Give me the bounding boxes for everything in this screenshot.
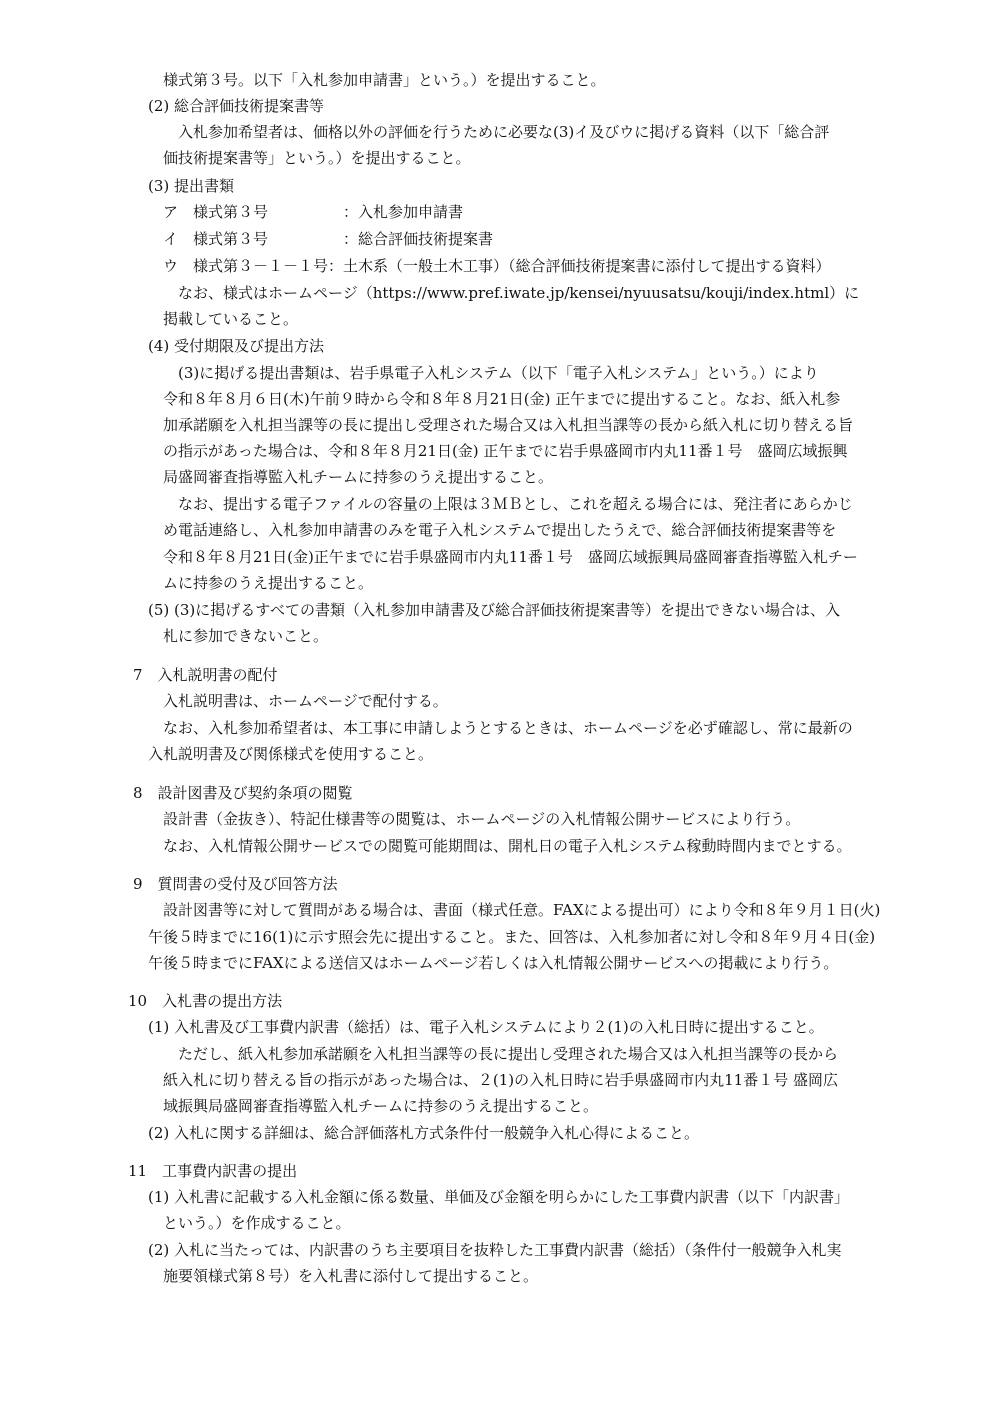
text-line: 午後５時までに16(1)に示す照会先に提出すること。また、回答は、入札参加者に対し令和８年９月４日(金) [148,928,876,946]
list-item: ア 様式第３号 ：入札参加申請書 [163,203,464,221]
text-line: (5) (3)に掲げるすべての書類（入札参加申請書及び総合評価技術提案書等）を提出できない場合は、入 [148,601,840,619]
text-line: 札に参加できないこと。 [163,627,329,645]
section-heading: 10 入札書の提出方法 [128,992,283,1010]
text-line: ただし、紙入札参加承諾願を入札担当課等の長に提出し受理された場合又は入札担当課等の長から [178,1045,839,1063]
text-line: 施要領様式第８号）を入札書に添付して提出すること。 [163,1267,539,1285]
text-line: 入札説明書及び関係様式を使用すること。 [148,745,434,763]
text-line: なお、入札参加希望者は、本工事に申請しようとするときは、ホームページを必ず確認し、常に最新の [163,719,853,737]
text-line: 入札説明書は、ホームページで配付する。 [163,692,448,710]
text-line: 令和８年８月21日(金)正午までに岩手県盛岡市内丸11番１号 盛岡広域振興局盛岡審査指導監入札チー [163,548,858,566]
text-line: なお、提出する電子ファイルの容量の上限は３ＭＢとし、これを超える場合には、発注者にあらかじ [178,495,853,513]
text-line: という。）を作成すること。 [163,1214,351,1232]
list-item: ウ 様式第３－１－１号：土木系（一般土木工事）（総合評価技術提案書に添付して提出する資料） [163,257,831,275]
text-line: なお、様式はホームページ（https://www.pref.iwate.jp/kensei/nyuusatsu/kouji/index.html）に [178,284,860,302]
text-line: (1) 入札書及び工事費内訳書（総括）は、電子入札システムにより２(1)の入札日時に提出すること。 [148,1018,824,1036]
text-line: (1) 入札書に記載する入札金額に係る数量、単価及び金額を明らかにした工事費内訳書（以下「内訳書」 [148,1188,850,1206]
text-line: 加承諾願を入札担当課等の長に提出し受理された場合又は入札担当課等の長から紙入札に切り替える旨 [163,416,854,434]
list-item: イ 様式第３号 ：総合評価技術提案書 [163,230,494,248]
text-line: なお、入札情報公開サービスでの閲覧可能期間は、開札日の電子入札システム稼動時間内までとする。 [163,837,852,855]
subsection-heading: (4) 受付期限及び提出方法 [148,337,325,355]
section-heading: 11 工事費内訳書の提出 [128,1162,298,1180]
text-line: (3)に掲げる提出書類は、岩手県電子入札システム（以下「電子入札システム」という。）により [178,364,819,382]
text-line: (2) 入札に関する詳細は、総合評価落札方式条件付一般競争入札心得によること。 [148,1124,700,1142]
section-heading: 7 入札説明書の配付 [133,666,278,684]
text-line: 域振興局盛岡審査指導監入札チームに持参のうえ提出すること。 [163,1097,599,1115]
section-heading: 9 質問書の受付及び回答方法 [133,875,338,893]
subsection-heading: (3) 提出書類 [148,177,235,195]
text-line: め電話連絡し、入札参加申請書のみを電子入札システムで提出したうえで、総合評価技術提案書等を [163,521,837,539]
text-line: 局盛岡審査指導監入札チームに持参のうえ提出すること。 [163,468,554,486]
subsection-heading: (2) 総合評価技術提案書等 [148,97,325,115]
text-line: 令和８年８月６日(木)午前９時から令和８年８月21日(金) 正午までに提出すること。なお、紙入札参 [163,390,841,408]
text-line: 午後５時までにFAXによる送信又はホームページ若しくは入札情報公開サービスへの掲載により行う。 [148,954,839,972]
text-line: 価技術提案書等」という。）を提出すること。 [163,149,471,167]
text-line: (2) 入札に当たっては、内訳書のうち主要項目を抜粋した工事費内訳書（総括）（条件付一般競争入札実 [148,1241,842,1259]
text-line: ムに持参のうえ提出すること。 [163,574,374,592]
text-line: 紙入札に切り替える旨の指示があった場合は、２(1)の入札日時に岩手県盛岡市内丸11番１号 盛岡広 [163,1071,838,1089]
section-heading: 8 設計図書及び契約条項の閲覧 [133,784,353,802]
text-line: 入札参加希望者は、価格以外の評価を行うために必要な(3)イ及びウに掲げる資料（以下「総合評 [178,123,830,141]
text-line: 掲載していること。 [163,310,299,328]
text-line: 様式第３号。以下「入札参加申請書」という。）を提出すること。 [163,71,606,89]
text-line: 設計書（金抜き）、特記仕様書等の閲覧は、ホームページの入札情報公開サービスにより行う。 [163,810,801,828]
text-line: の指示があった場合は、令和８年８月21日(金) 正午までに岩手県盛岡市内丸11番１号 盛岡広域振興 [163,442,848,460]
text-line: 設計図書等に対して質問がある場合は、書面（様式任意。FAXによる提出可）により令和８年９月１日(火) [163,901,881,919]
